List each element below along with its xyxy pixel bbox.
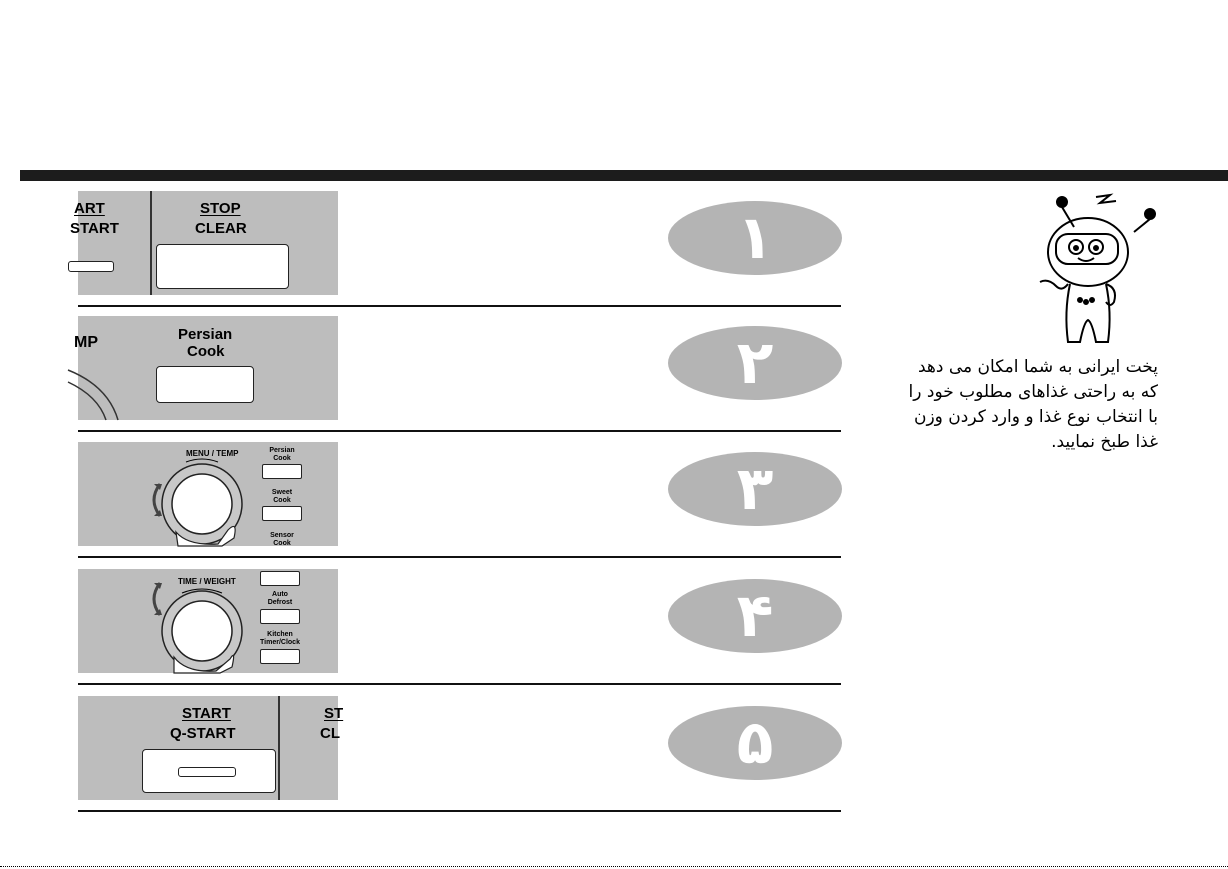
step-5 — [78, 686, 841, 812]
dial-edge-icon — [78, 366, 138, 420]
intro-text — [870, 355, 1158, 455]
mini-button-top[interactable] — [260, 571, 300, 586]
step-number-badge: ٣ — [668, 452, 842, 526]
stop-label-bottom: CLEAR — [195, 220, 247, 237]
menu-temp-label: MENU / TEMP — [186, 449, 239, 458]
stop-label-top: STOP — [200, 200, 241, 217]
separator-line — [78, 556, 841, 558]
temp-label: MP — [74, 334, 98, 351]
start-label-top: START — [182, 705, 231, 722]
panel-divider — [278, 696, 280, 800]
control-panel-menu-dial — [78, 442, 338, 546]
intro-line: پخت ایرانی به شما امکان می دهد — [918, 357, 1158, 377]
stop-label-top: ST — [324, 705, 344, 722]
sensor-cook-mini-label: Sensor Cook — [270, 532, 294, 547]
start-label-bottom: Q-START — [170, 725, 236, 742]
step-1 — [70, 181, 841, 307]
intro-line: با انتخاب نوع غذا و وارد کردن وزن — [913, 407, 1158, 427]
persian-label-line1: Persian — [178, 326, 233, 343]
step-number-badge: ١ — [668, 201, 842, 275]
start-button[interactable] — [68, 261, 114, 272]
control-panel-time-dial — [78, 569, 338, 673]
header-bar — [20, 170, 1228, 181]
rotate-arrow-icon — [146, 482, 168, 518]
control-panel-start — [78, 696, 344, 800]
page-bottom-rule — [0, 866, 1228, 867]
intro-line: که به راحتی غذاهای مطلوب خود را — [908, 382, 1158, 402]
sweet-cook-mini-button[interactable] — [262, 506, 302, 521]
step-number-badge: ۵ — [668, 706, 842, 780]
persian-cook-mini-button[interactable] — [262, 464, 302, 479]
kitchen-timer-mini-button[interactable] — [260, 649, 300, 664]
separator-line — [78, 683, 841, 685]
step-4 — [78, 559, 841, 685]
sweet-cook-mini-label: Sweet Cook — [271, 489, 293, 504]
separator-line — [78, 810, 841, 812]
start-button-slot — [178, 767, 236, 777]
start-label-bottom: START — [70, 220, 119, 237]
step-number-badge: ٢ — [668, 326, 842, 400]
intro-line: غذا طبخ نمایید. — [1051, 432, 1158, 452]
rotate-arrow-icon — [146, 581, 168, 617]
step-3 — [78, 432, 841, 558]
mascot-icon — [1026, 192, 1158, 348]
step-number-badge: ۴ — [668, 579, 842, 653]
persian-cook-mini-label: Persian Cook — [269, 447, 295, 462]
panel-divider — [150, 191, 152, 295]
time-weight-label: TIME / WEIGHT — [178, 577, 236, 586]
stop-clear-button[interactable] — [156, 244, 289, 289]
start-label-top: ART — [74, 200, 105, 217]
auto-defrost-mini-label: Auto Defrost — [267, 591, 293, 606]
kitchen-timer-mini-label: Kitchen Timer/Clock — [260, 631, 300, 646]
persian-label-line2: Cook — [187, 343, 225, 360]
control-panel-stop-clear — [70, 191, 338, 295]
auto-defrost-mini-button[interactable] — [260, 609, 300, 624]
stop-label-bottom: CL — [320, 725, 340, 742]
control-panel-persian-cook — [74, 316, 338, 420]
step-2 — [74, 306, 841, 432]
persian-cook-button[interactable] — [156, 366, 254, 403]
